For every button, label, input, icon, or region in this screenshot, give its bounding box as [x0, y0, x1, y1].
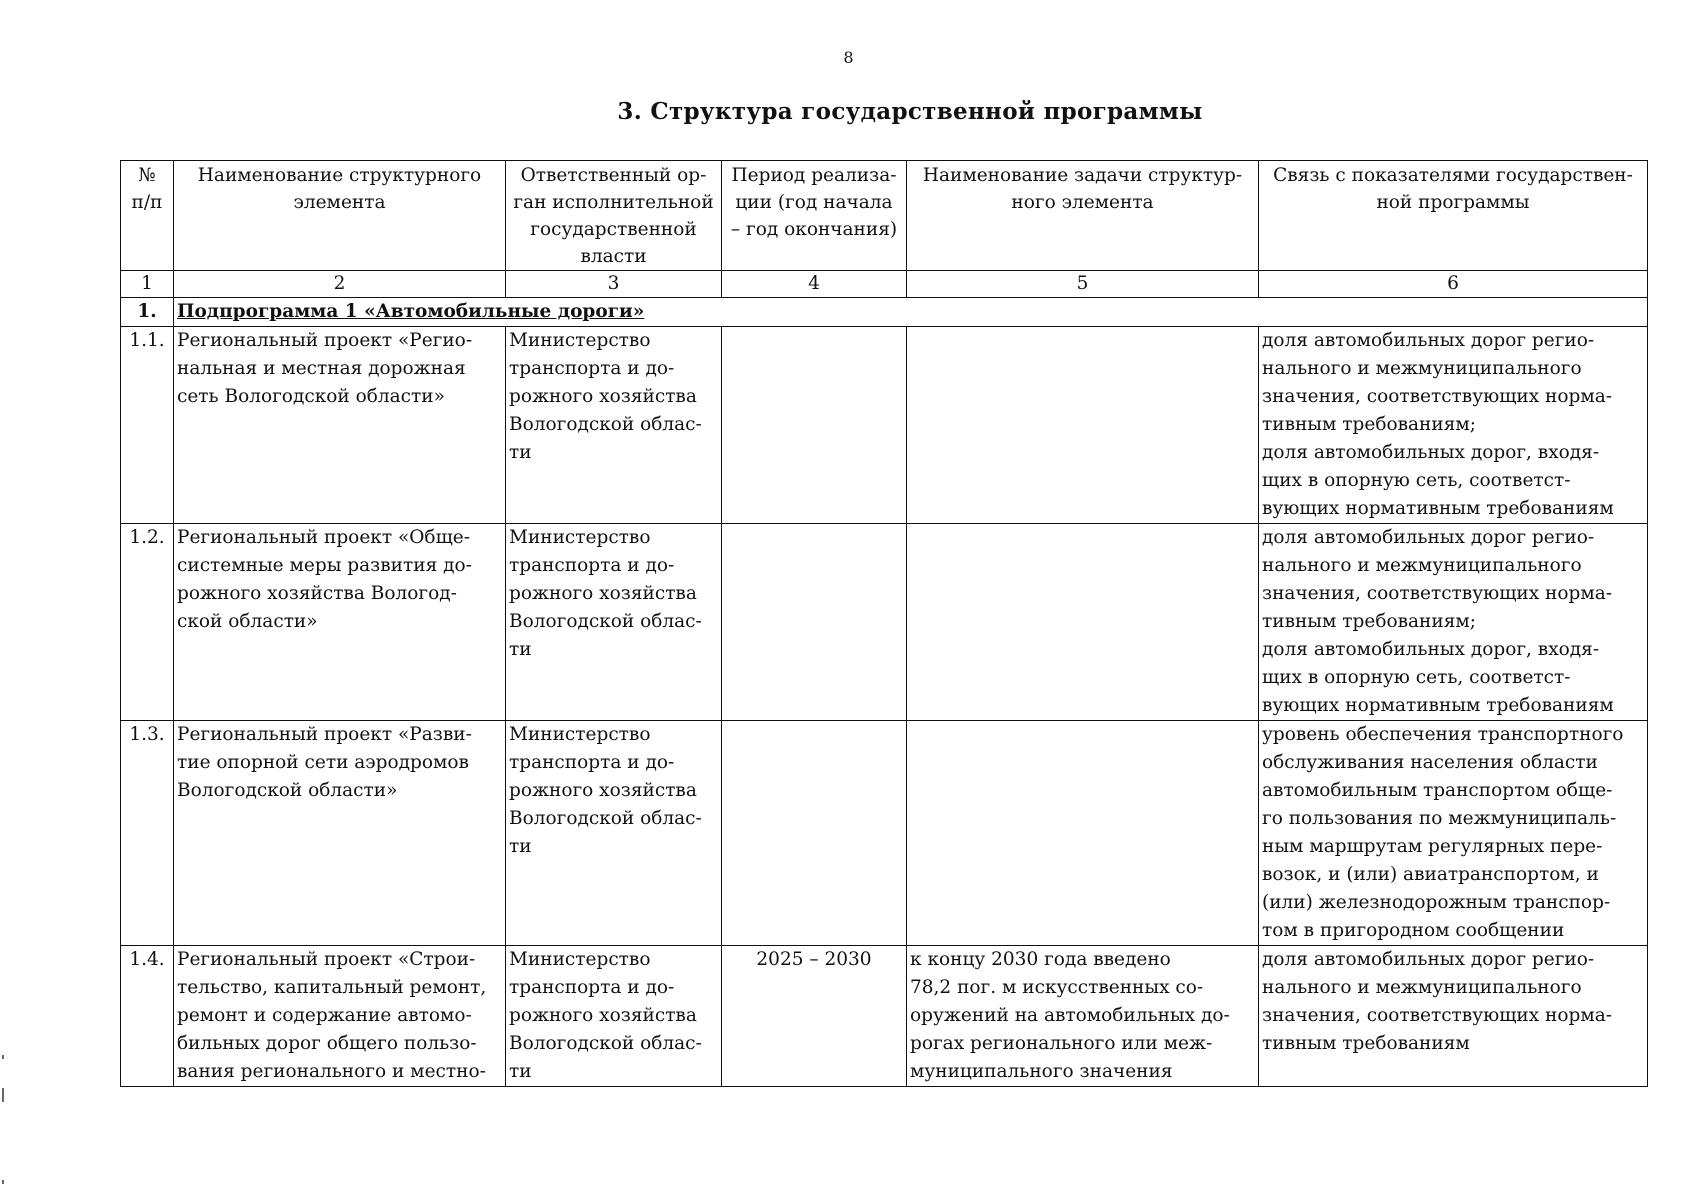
row-number: 1.4.	[121, 946, 174, 1087]
program-indicators: уровень обеспечения транспортного обслуживания населения области автомобильным транспортом обще- го пользования по межмуниципаль- ным маршрутам регулярных пере- возок, и (или) авиатранспортом, и (или) железнодорожным транспор- том в пригородном сообщении	[1259, 721, 1648, 946]
scan-margin-mark	[2, 1055, 4, 1059]
column-number-row	[121, 271, 1648, 298]
subprogram-row	[121, 298, 1648, 327]
header-cell: Связь с показателями государствен- ной программы	[1259, 161, 1648, 271]
structural-element-name: Региональный проект «Регио- нальная и местная дорожная сеть Вологодской области»	[174, 327, 506, 524]
element-task	[907, 524, 1259, 721]
header-cell: Наименование структурного элемента	[174, 161, 506, 271]
column-number-cell: 5	[907, 271, 1259, 298]
program-indicators: доля автомобильных дорог регио- нального и межмуниципального значения, соответствующих норма- тивным требованиям; доля автомобильных дорог, входя- щих в опорную сеть, соответст- вующих нормативным требованиям	[1259, 524, 1648, 721]
subprogram-number: 1.	[121, 298, 174, 327]
structural-element-name: Региональный проект «Обще- системные меры развития до- рожного хозяйства Вологод- ской области»	[174, 524, 506, 721]
structural-element-name: Региональный проект «Разви- тие опорной сети аэродромов Вологодской области»	[174, 721, 506, 946]
element-task: к концу 2030 года введено 78,2 пог. м искусственных со- оружений на автомобильных до- рогах регионального или меж- муниципального значения	[907, 946, 1259, 1087]
scan-margin-mark	[2, 1088, 4, 1102]
column-number-cell: 3	[506, 271, 722, 298]
implementation-period	[722, 721, 907, 946]
header-cell: Наименование задачи структур- ного элемента	[907, 161, 1259, 271]
column-number-cell: 2	[174, 271, 506, 298]
subprogram-title-cell	[174, 298, 1648, 327]
program-indicators: доля автомобильных дорог регио- нального и межмуниципального значения, соответствующих норма- тивным требованиям	[1259, 946, 1648, 1087]
column-number-cell: 4	[722, 271, 907, 298]
table-header-row	[121, 161, 1648, 271]
document-title: 3. Структура государственной программы	[617, 98, 1203, 125]
responsible-authority: Министерство транспорта и до- рожного хозяйства Вологодской облас- ти	[506, 524, 722, 721]
column-number-cell: 6	[1259, 271, 1648, 298]
page-number: 8	[843, 48, 854, 67]
header-cell: Период реализа- ции (год начала – год окончания)	[722, 161, 907, 271]
structural-element-name: Региональный проект «Строи- тельство, капитальный ремонт, ремонт и содержание автомо- бильных дорог общего пользо- вания регионального и местно-	[174, 946, 506, 1087]
table-row	[121, 721, 1648, 946]
responsible-authority: Министерство транспорта и до- рожного хозяйства Вологодской облас- ти	[506, 946, 722, 1087]
structure-table-container	[120, 160, 1647, 1087]
table-row	[121, 946, 1648, 1087]
implementation-period	[722, 524, 907, 721]
structure-table	[120, 160, 1648, 1087]
subprogram-title: Подпрограмма 1 «Автомобильные дороги»	[177, 301, 645, 322]
row-number: 1.3.	[121, 721, 174, 946]
header-cell: Ответственный ор- ган исполнительной государственной власти	[506, 161, 722, 271]
row-number: 1.2.	[121, 524, 174, 721]
scan-margin-mark	[2, 1180, 4, 1184]
element-task	[907, 721, 1259, 946]
element-task	[907, 327, 1259, 524]
header-cell: № п/п	[121, 161, 174, 271]
program-indicators: доля автомобильных дорог регио- нального и межмуниципального значения, соответствующих норма- тивным требованиям; доля автомобильных дорог, входя- щих в опорную сеть, соответст- вующих нормативным требованиям	[1259, 327, 1648, 524]
table-row	[121, 524, 1648, 721]
table-row	[121, 327, 1648, 524]
implementation-period	[722, 327, 907, 524]
implementation-period: 2025 – 2030	[722, 946, 907, 1087]
row-number: 1.1.	[121, 327, 174, 524]
column-number-cell: 1	[121, 271, 174, 298]
responsible-authority: Министерство транспорта и до- рожного хозяйства Вологодской облас- ти	[506, 327, 722, 524]
responsible-authority: Министерство транспорта и до- рожного хозяйства Вологодской облас- ти	[506, 721, 722, 946]
